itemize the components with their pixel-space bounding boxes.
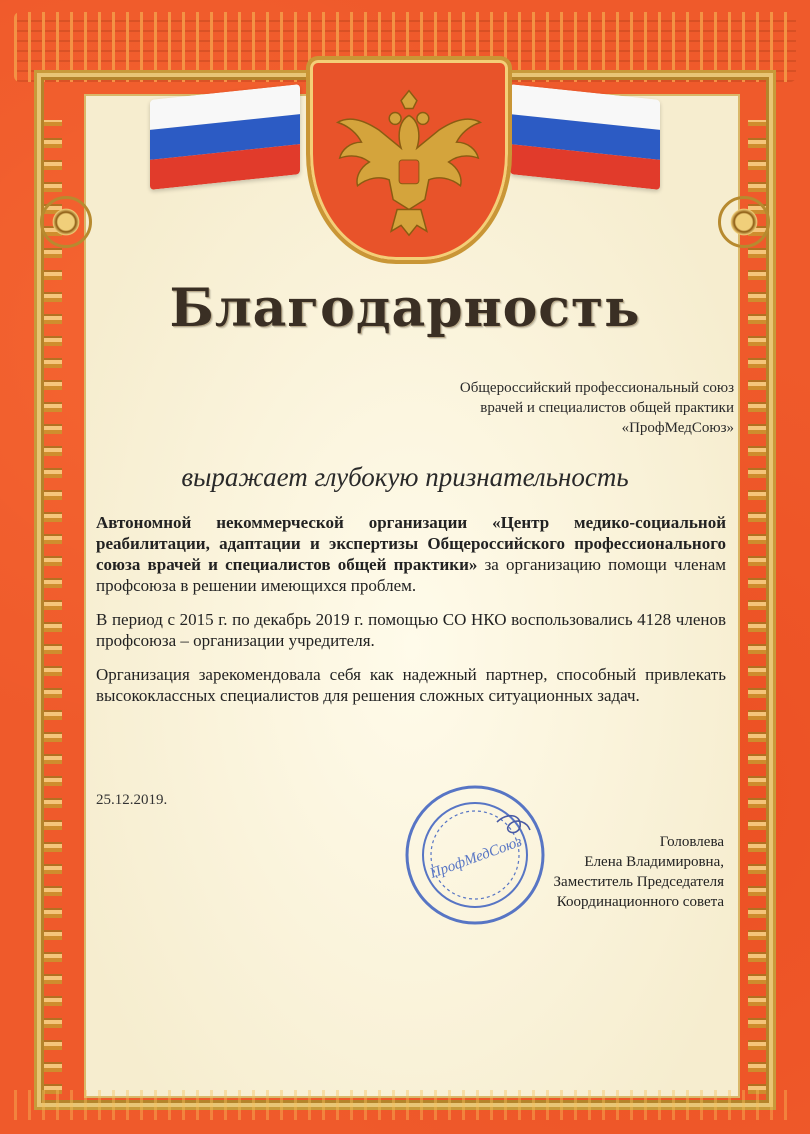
subtitle: выражает глубокую признательность bbox=[181, 462, 629, 492]
signer-line: Координационного совета bbox=[556, 894, 724, 910]
body-text bbox=[96, 512, 726, 719]
paragraph-2: В период с 2015 г. по декабрь 2019 г. помощью СО НКО воспользовались 4128 членов профсоюза – организации учредителя. bbox=[96, 610, 726, 650]
recipient-name: Автономной некоммерческой организации «Центр медико-социальной реабилитации, адаптации и экспертизы Общероссийского профессионального союза врачей и специалистов общей практики» bbox=[96, 513, 726, 574]
left-ornament-column bbox=[44, 120, 62, 1094]
corner-ornament-icon bbox=[718, 196, 770, 248]
document-date: 25.12.2019. bbox=[96, 792, 168, 808]
paragraph-1 bbox=[96, 512, 726, 596]
issuing-organization bbox=[460, 378, 734, 438]
signer-line: Заместитель Председателя bbox=[553, 874, 724, 890]
org-line: «ПрофМедСоюз» bbox=[621, 420, 734, 436]
signer-block bbox=[554, 832, 724, 912]
russian-coat-of-arms-icon bbox=[306, 56, 512, 264]
corner-ornament-icon bbox=[40, 196, 92, 248]
org-line: Общероссийский профессиональный союз bbox=[459, 380, 734, 396]
stamp-text: ПрофМедСоюз bbox=[427, 833, 525, 882]
org-line: врачей и специалистов общей практики bbox=[480, 400, 734, 416]
document-title: Благодарность bbox=[169, 278, 641, 339]
paragraph-1-rest: за организацию помощи членам профсоюза в решении имеющихся проблем. bbox=[96, 555, 726, 595]
right-ornament-column bbox=[748, 120, 766, 1094]
seal-stamp-icon bbox=[402, 782, 548, 928]
bottom-ornament bbox=[14, 1090, 796, 1120]
signer-line: Елена Владимировна, bbox=[584, 854, 724, 870]
paragraph-3: Организация зарекомендовала себя как надежный партнер, способный привлекать высококлассных специалистов для решения сложных ситуационных задач. bbox=[96, 665, 726, 705]
russian-flag-icon bbox=[150, 84, 300, 190]
signer-line: Головлева bbox=[659, 834, 724, 850]
russian-flag-icon bbox=[510, 84, 660, 190]
